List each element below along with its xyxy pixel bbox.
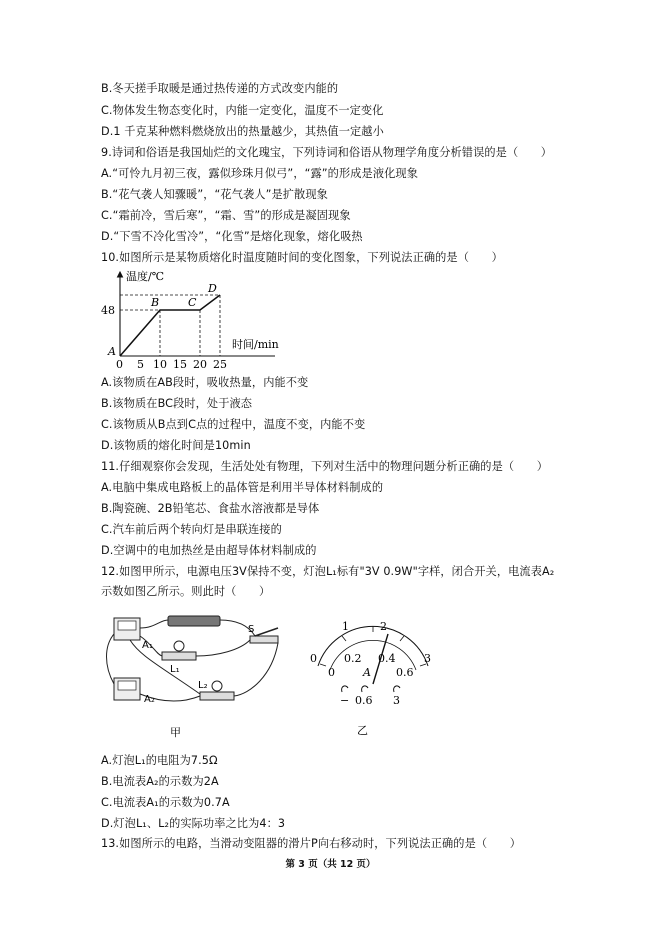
x-tick: 15 [173,358,187,371]
option-12b: B.电流表A₂的示数为2A [101,775,219,788]
option-10a: A.该物质在AB段时，吸收热量，内能不变 [101,376,309,389]
option-9c: C.“霜前冷，雪后寒”，“霜、雪”的形成是凝固现象 [101,209,351,222]
x-tick: 5 [137,358,144,371]
text-line: D.1 千克某种燃料燃烧放出的热量越少，其热值一定越小 [101,125,384,138]
question-12: 12.如图甲所示，电源电压3V保持不变，灯泡L₁标有"3V 0.9W"字样，闭合开关，电流表A₂ [101,565,555,578]
label-l2: L₂ [198,680,208,691]
x-tick: 10 [153,358,167,371]
melting-graph [100,266,300,374]
dial-unit: A [363,666,371,679]
melting-curve [120,295,220,356]
option-12d: D.灯泡L₁、L₂的实际功率之比为4：3 [101,817,286,830]
y-axis-label: 温度/℃ [126,270,165,283]
y-tick-48: 48 [101,304,115,317]
option-12a: A.灯泡L₁的电阻为7.5Ω [101,754,218,767]
caption-yi: 乙 [357,724,368,737]
question-13: 13.如图所示的电路，当滑动变阻器的滑片P向右移动时，下列说法正确的是（ ） [101,837,522,850]
question-12-cont: 示数如图乙所示。则此时（ ） [101,585,271,598]
option-11b: B.陶瓷碗、2B铅笔芯、食盐水溶液都是导体 [101,502,320,515]
terminal-minus: − [340,694,350,707]
option-11c: C.汽车前后两个转向灯是串联连接的 [101,523,282,536]
circuit-diagram [100,606,290,746]
x-tick: 25 [213,358,227,371]
option-9b: B.“花气袭人知骤暖”，“花气袭人”是扩散现象 [101,188,328,201]
dial-inner-0: 0 [328,666,335,679]
ammeter-dial [300,614,440,744]
x-axis-label: 时间/min [232,338,279,351]
dial-outer-2: 2 [380,620,387,633]
lamp-l1-icon [174,641,184,651]
label-a1: A₁ [142,640,153,651]
option-10c: C.该物质从B点到C点的过程中，温度不变，内能不变 [101,418,366,431]
text-line: C.物体发生物态变化时，内能一定变化，温度不一定变化 [101,104,384,117]
point-label-a: A [108,345,116,358]
option-10b: B.该物质在BC段时，处于液态 [101,397,253,410]
lamp-l2-icon [212,681,222,691]
question-11: 11.仔细观察你会发现，生活处处有物理，下列对生活中的物理问题分析正确的是（ ） [101,460,549,473]
x-tick: 20 [193,358,207,371]
question-10: 10.如图所示是某物质熔化时温度随时间的变化图象，下列说法正确的是（ ） [101,251,503,264]
label-l1: L₁ [170,664,180,675]
caption-jia: 甲 [170,726,181,739]
battery-icon [168,616,220,626]
page-footer: 第 3 页（共 12 页） [285,859,376,870]
point-label-c: C [188,296,197,309]
label-s: S [248,624,255,635]
question-9: 9.诗词和俗语是我国灿烂的文化瑰宝，下列诗词和俗语从物理学角度分析错误的是（ ） [101,146,553,159]
dial-outer-3: 3 [424,652,431,665]
option-9a: A.“可怜九月初三夜，露似珍珠月似弓”，“露”的形成是液化现象 [101,167,418,180]
dial-outer-0: 0 [310,652,317,665]
option-10d: D.该物质的熔化时间是10min [101,439,251,452]
point-label-d: D [208,282,217,295]
x-tick: 0 [116,358,123,371]
option-11d: D.空调中的电加热丝是由超导体材料制成的 [101,544,317,557]
terminal-06: 0.6 [355,694,373,707]
dial-inner-06: 0.6 [396,666,414,679]
dial-outer-1: 1 [342,620,349,633]
label-a2: A₂ [144,694,155,705]
option-11a: A.电脑中集成电路板上的晶体管是利用半导体材料制成的 [101,481,384,494]
point-label-b: B [151,296,160,309]
switch-icon [255,628,278,636]
text-line: B.冬天搓手取暖是通过热传递的方式改变内能的 [101,82,339,95]
dial-inner-02: 0.2 [344,652,362,665]
terminal-3: 3 [393,694,400,707]
option-9d: D.“下雪不冷化雪冷”，“化雪”是熔化现象，熔化吸热 [101,230,363,243]
dial-inner-04: 0.4 [378,652,396,665]
option-12c: C.电流表A₁的示数为0.7A [101,796,230,809]
